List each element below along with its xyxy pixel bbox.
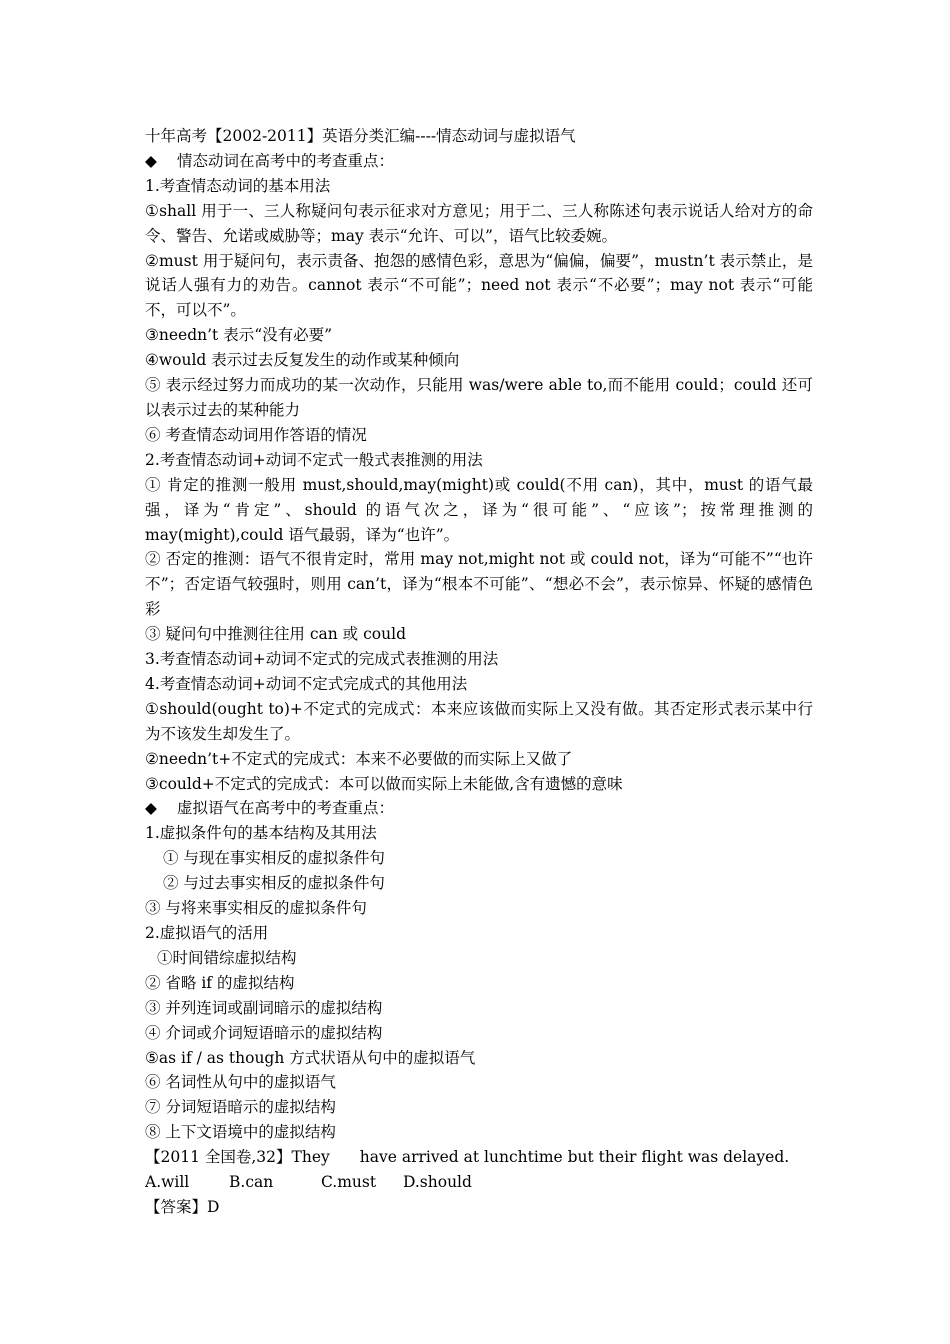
section2-heading-line [145, 796, 813, 821]
paragraph: 1.考查情态动词的基本用法 [145, 176, 331, 195]
paragraph: ⑥ 名词性从句中的虚拟语气 [145, 1073, 336, 1092]
paragraph: ③ 疑问句中推测往往用 can 或 could [145, 625, 406, 644]
paragraph: ② 与过去事实相反的虚拟条件句 [163, 874, 385, 893]
paragraph: 2.虚拟语气的活用 [145, 924, 269, 942]
paragraph: ④would 表示过去反复发生的动作或某种倾向 [145, 351, 460, 370]
paragraph: ⑧ 上下文语境中的虚拟结构 [145, 1123, 336, 1142]
question-stem-text: have arrived at lunchtime but their flight was delayed. [359, 1148, 790, 1167]
section1-heading-line [145, 149, 813, 174]
option-b: B.can [229, 1173, 274, 1192]
paragraph: 3.考查情态动词+动词不定式的完成式表推测的用法 [145, 650, 499, 669]
diamond-bullet-icon: ◆ [145, 151, 157, 170]
paragraph: ⑦ 分词短语暗示的虚拟结构 [145, 1098, 336, 1117]
section1-heading: 情态动词在高考中的考查重点： [177, 151, 395, 170]
paragraph: ⑤as if / as though 方式状语从句中的虚拟语气 [145, 1048, 476, 1067]
option-c: C.must [321, 1173, 377, 1192]
question-answer: 【答案】D [145, 1197, 220, 1216]
paragraph: ①时间错综虚拟结构 [157, 948, 297, 967]
paragraph: ③needn’t 表示“没有必要” [145, 326, 333, 345]
paragraph: ③ 并列连词或副词暗示的虚拟结构 [145, 998, 383, 1017]
paragraph: ① 与现在事实相反的虚拟条件句 [163, 849, 385, 868]
paragraph: 4.考查情态动词+动词不定式完成式的其他用法 [145, 674, 468, 693]
paragraph: 2.考查情态动词+动词不定式一般式表推测的用法 [145, 450, 483, 469]
paragraph: ⑤ 表示经过努力而成功的某一次动作，只能用 was/were able to,而不能用 could；could 还可以表示过去的某种能力 [145, 376, 813, 419]
document-body [145, 124, 813, 1220]
paragraph: ②needn’t+不定式的完成式：本来不必要做的而实际上又做了 [145, 749, 573, 768]
paragraph: ③ 与将来事实相反的虚拟条件句 [145, 899, 367, 918]
paragraph: ③could+不定式的完成式：本可以做而实际上未能做,含有遗憾的意味 [145, 774, 623, 793]
paragraph: ② 省略 if 的虚拟结构 [145, 973, 295, 992]
paragraph: 1.虚拟条件句的基本结构及其用法 [145, 824, 377, 843]
question-options [145, 1170, 813, 1195]
question-stem [145, 1145, 813, 1170]
paragraph: ① 肯定的推测一般用 must,should,may(might)或 could(不用 can)，其中，must 的语气最强，译为“肯定”、should 的语气次之，译为“很可能”、“应该”；按常理推测的 may(might),could 语气最弱，译为“也许”。 [145, 475, 813, 544]
paragraph: ⑥ 考查情态动词用作答语的情况 [145, 425, 367, 444]
question-stem-source: 【2011 全国卷,32】They [145, 1148, 330, 1167]
section2-heading: 虚拟语气在高考中的考查重点： [177, 799, 395, 818]
option-a: A.will [145, 1173, 190, 1192]
document-title: 十年高考【2002-2011】英语分类汇编----情态动词与虚拟语气 [145, 127, 576, 145]
option-d: D.should [403, 1173, 472, 1192]
paragraph: ②must 用于疑问句，表示责备、抱怨的感情色彩，意思为“偏偏，偏要”，mustn’t 表示禁止，是说话人强有力的劝告。cannot 表示“不可能”；need not 表示“不必要”；may not 表示“可能不，可以不”。 [145, 251, 813, 320]
diamond-bullet-icon: ◆ [145, 799, 157, 818]
paragraph: ② 否定的推测：语气不很肯定时，常用 may not,might not 或 could not，译为“可能不”“也许不”；否定语气较强时，则用 can’t，译为“根本不可能”、“想必不会”，表示惊异、怀疑的感情色彩 [145, 550, 813, 619]
paragraph: ①should(ought to)+不定式的完成式：本来应该做而实际上又没有做。其否定形式表示某中行为不该发生却发生了。 [145, 699, 813, 743]
paragraph: ①shall 用于一、三人称疑问句表示征求对方意见；用于二、三人称陈述句表示说话人给对方的命令、警告、允诺或威胁等；may 表示“允许、可以”，语气比较委婉。 [145, 201, 813, 245]
paragraph: ④ 介词或介词短语暗示的虚拟结构 [145, 1023, 383, 1042]
